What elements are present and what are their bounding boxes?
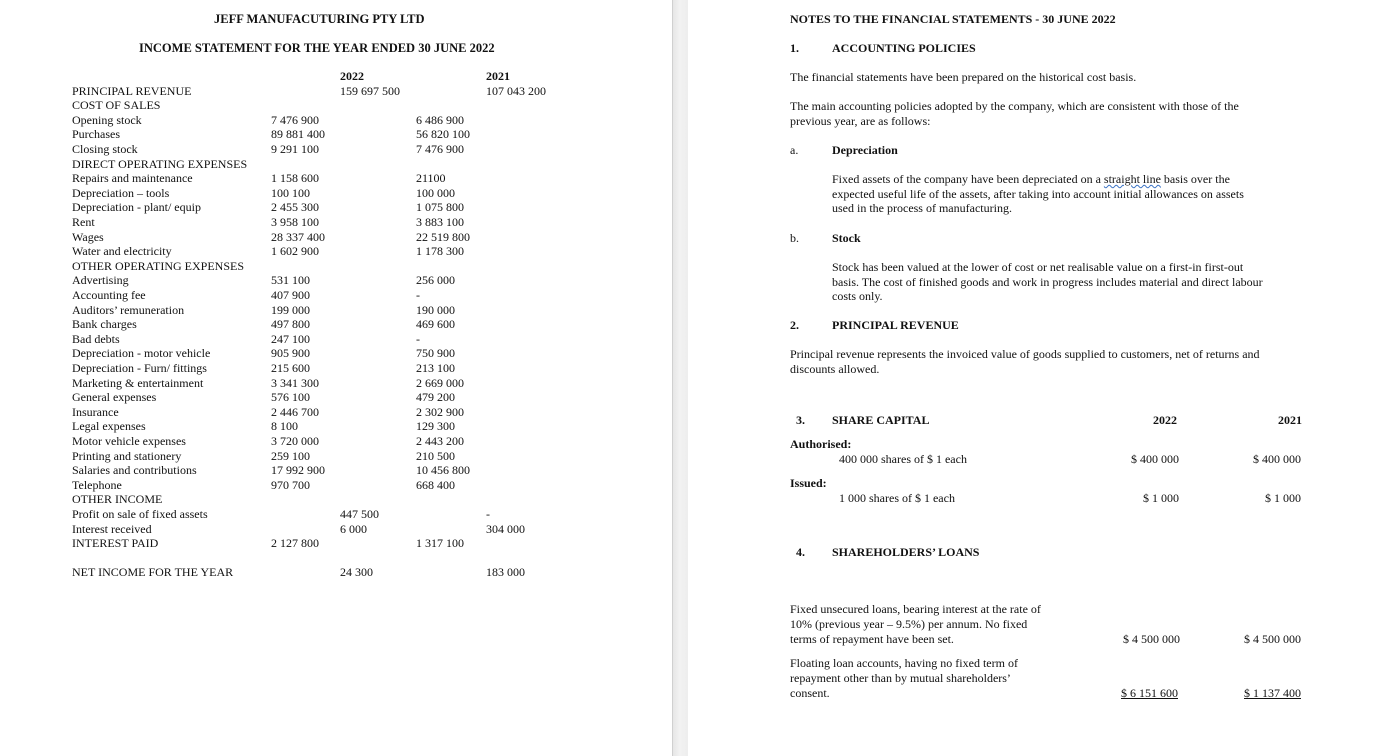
issued-2021: $ 1 000: [1265, 491, 1301, 505]
line-item-amount-c1: 1 158 600: [271, 171, 319, 186]
section-1-number: 1.: [790, 41, 799, 55]
share-capital-year-2021: 2021: [1278, 413, 1302, 427]
line-item-amount-c3: 1 317 100: [416, 536, 464, 551]
line-item-label: Bank charges: [72, 317, 137, 332]
notes-page: [688, 0, 1382, 756]
line-item-label: OTHER OPERATING EXPENSES: [72, 258, 245, 273]
line-item-label: Bad debts: [72, 331, 120, 346]
line-item-amount-c2: 447 500: [340, 506, 379, 521]
policy-a-line-1: Fixed assets of the company have been depreciated on a straight line basis over the: [832, 172, 1230, 186]
line-item-amount-c3: 479 200: [416, 390, 455, 405]
line-item-label: Depreciation - Furn/ fittings: [72, 360, 207, 375]
spelling-flag[interactable]: straight line: [1103, 172, 1161, 186]
section-2-title: PRINCIPAL REVENUE: [832, 318, 959, 332]
notes-title: NOTES TO THE FINANCIAL STATEMENTS - 30 JUNE 2022: [790, 12, 1116, 26]
year-header-prior: 2021: [486, 69, 510, 83]
line-item-label: General expenses: [72, 390, 157, 405]
line-item-amount-c1: 531 100: [271, 273, 310, 288]
line-item-amount-c1: 2 455 300: [271, 200, 319, 215]
line-item-amount-c1: 3 958 100: [271, 214, 319, 229]
section-2-number: 2.: [790, 318, 799, 332]
line-item-amount-c3: 56 820 100: [416, 127, 470, 142]
line-item-amount-c1: 905 900: [271, 346, 310, 361]
line-item-amount-c3: 1 178 300: [416, 244, 464, 259]
section-4-number: 4.: [796, 545, 805, 559]
policy-b-line-1: Stock has been valued at the lower of cost or net realisable value on a first-in first-out: [832, 260, 1244, 274]
fixed-loans-line-2: 10% (previous year – 9.5%) per annum. No fixed: [790, 617, 1028, 631]
line-item-amount-c1: 100 100: [271, 185, 310, 200]
line-item-amount-c3: 10 456 800: [416, 463, 470, 478]
line-item-label: Printing and stationery: [72, 448, 182, 463]
line-item-amount-c3: 21100: [416, 171, 446, 186]
line-item-amount-c1: 970 700: [271, 477, 310, 492]
fixed-loans-2022: $ 4 500 000: [1123, 632, 1180, 646]
line-item-label: Wages: [72, 229, 104, 244]
line-item-amount-c1: 576 100: [271, 390, 310, 405]
line-item-amount-c1: 3 720 000: [271, 433, 319, 448]
section-1-title: ACCOUNTING POLICIES: [832, 41, 976, 55]
authorised-description: 400 000 shares of $ 1 each: [839, 452, 967, 466]
line-item-label: Advertising: [72, 273, 129, 288]
issued-label: Issued:: [790, 476, 827, 490]
policy-b-line-3: costs only.: [832, 289, 883, 303]
policy-b-label: b.: [790, 231, 799, 245]
line-item-amount-c4: 304 000: [486, 521, 525, 536]
policy-a-line-3: used in the process of manufacturing.: [832, 201, 1012, 215]
line-item-label: Profit on sale of fixed assets: [72, 506, 208, 521]
section-3-number: 3.: [796, 413, 805, 427]
line-item-label: COST OF SALES: [72, 98, 161, 113]
line-item-amount-c1: 17 992 900: [271, 463, 325, 478]
line-item-amount-c3: 210 500: [416, 448, 455, 463]
floating-loans-2021: $ 1 137 400: [1244, 686, 1301, 700]
section-1-para-2-line-1: The main accounting policies adopted by the company, which are consistent with those of the: [790, 99, 1239, 113]
line-item-amount-c1: 2 446 700: [271, 404, 319, 419]
line-item-amount-c1: 215 600: [271, 360, 310, 375]
line-item-amount-c3: 190 000: [416, 302, 455, 317]
income-statement-page: [0, 0, 672, 756]
line-item-amount-c1: 407 900: [271, 287, 310, 302]
line-item-label: Legal expenses: [72, 419, 146, 434]
company-name: JEFF MANUFACUTURING PTY LTD: [214, 12, 425, 26]
line-item-amount-c1: 3 341 300: [271, 375, 319, 390]
line-item-amount-c3: 22 519 800: [416, 229, 470, 244]
line-item-label: Rent: [72, 214, 95, 229]
policy-a-line-2: expected useful life of the assets, after taking into account initial allowances on assets: [832, 187, 1244, 201]
line-item-amount-c1: 2 127 800: [271, 536, 319, 551]
line-item-label: Auditors’ remuneration: [72, 302, 185, 317]
line-item-label: INTEREST PAID: [72, 536, 159, 551]
line-item-label: Insurance: [72, 404, 119, 419]
section-1-para-1: The financial statements have been prepared on the historical cost basis.: [790, 70, 1137, 84]
line-item-label: Interest received: [72, 521, 152, 536]
line-item-amount-c4: 107 043 200: [486, 83, 546, 98]
line-item-label: Water and electricity: [72, 244, 172, 259]
policy-a-title: Depreciation: [832, 143, 898, 157]
line-item-amount-c1: 8 100: [271, 419, 298, 434]
line-item-label: OTHER INCOME: [72, 492, 163, 507]
section-4-title: SHAREHOLDERS’ LOANS: [832, 545, 980, 559]
line-item-label: PRINCIPAL REVENUE: [72, 83, 192, 98]
line-item-amount-c3: -: [416, 287, 420, 302]
issued-2022: $ 1 000: [1143, 491, 1179, 505]
fixed-loans-2021: $ 4 500 000: [1244, 632, 1301, 646]
line-item-label: Motor vehicle expenses: [72, 433, 186, 448]
section-1-para-2-line-2: previous year, are as follows:: [790, 114, 931, 128]
issued-description: 1 000 shares of $ 1 each: [839, 491, 955, 505]
line-item-label: Salaries and contributions: [72, 463, 197, 478]
line-item-amount-c1: 9 291 100: [271, 141, 319, 156]
section-2-line-2: discounts allowed.: [790, 362, 880, 376]
line-item-amount-c1: 247 100: [271, 331, 310, 346]
line-item-amount-c1: 89 881 400: [271, 127, 325, 142]
section-3-title: SHARE CAPITAL: [832, 413, 930, 427]
line-item-amount-c3: 2 443 200: [416, 433, 464, 448]
floating-loans-line-3: consent.: [790, 686, 830, 700]
line-item-amount-c3: 3 883 100: [416, 214, 464, 229]
line-item-label: DIRECT OPERATING EXPENSES: [72, 156, 248, 171]
line-item-amount-c2: 159 697 500: [340, 83, 400, 98]
share-capital-year-2022: 2022: [1153, 413, 1177, 427]
line-item-label: Depreciation - motor vehicle: [72, 346, 211, 361]
section-2-line-1: Principal revenue represents the invoiced value of goods supplied to customers, net of returns and: [790, 347, 1260, 361]
line-item-label: Accounting fee: [72, 287, 146, 302]
line-item-amount-c3: 100 000: [416, 185, 455, 200]
fixed-loans-line-1: Fixed unsecured loans, bearing interest at the rate of: [790, 602, 1041, 616]
line-item-amount-c3: 750 900: [416, 346, 455, 361]
line-item-amount-c3: 213 100: [416, 360, 455, 375]
line-item-amount-c1: 199 000: [271, 302, 310, 317]
fixed-loans-line-3: terms of repayment have been set.: [790, 632, 954, 646]
line-item-label: Depreciation - plant/ equip: [72, 200, 201, 215]
line-item-amount-c1: 7 476 900: [271, 112, 319, 127]
policy-b-line-2: basis. The cost of finished goods and work in progress includes material and direct labour: [832, 275, 1263, 289]
policy-b-title: Stock: [832, 231, 861, 245]
line-item-amount-c1: 497 800: [271, 317, 310, 332]
floating-loans-line-2: repayment other than by mutual shareholders’: [790, 671, 1011, 685]
line-item-label: Opening stock: [72, 112, 142, 127]
net-income-label: NET INCOME FOR THE YEAR: [72, 565, 234, 579]
net-income-2022: 24 300: [340, 565, 373, 579]
line-item-label: Repairs and maintenance: [72, 171, 193, 186]
authorised-label: Authorised:: [790, 437, 852, 451]
line-item-amount-c3: 469 600: [416, 317, 455, 332]
authorised-2022: $ 400 000: [1131, 452, 1179, 466]
line-item-amount-c4: -: [486, 506, 490, 521]
line-item-label: Purchases: [72, 127, 120, 142]
floating-loans-2022: $ 6 151 600: [1121, 686, 1178, 700]
statement-title: INCOME STATEMENT FOR THE YEAR ENDED 30 JUNE 2022: [139, 41, 495, 55]
authorised-2021: $ 400 000: [1253, 452, 1301, 466]
line-item-amount-c3: 668 400: [416, 477, 455, 492]
line-item-amount-c3: 2 669 000: [416, 375, 464, 390]
line-item-amount-c1: 28 337 400: [271, 229, 325, 244]
policy-a-label: a.: [790, 143, 799, 157]
line-item-label: Telephone: [72, 477, 122, 492]
line-item-amount-c3: -: [416, 331, 420, 346]
floating-loans-line-1: Floating loan accounts, having no fixed term of: [790, 656, 1018, 670]
line-item-amount-c3: 1 075 800: [416, 200, 464, 215]
line-item-label: Closing stock: [72, 141, 138, 156]
line-item-amount-c3: 6 486 900: [416, 112, 464, 127]
line-item-amount-c1: 259 100: [271, 448, 310, 463]
line-item-amount-c3: 256 000: [416, 273, 455, 288]
line-item-amount-c3: 2 302 900: [416, 404, 464, 419]
line-item-amount-c1: 1 602 900: [271, 244, 319, 259]
line-item-amount-c2: 6 000: [340, 521, 367, 536]
line-item-amount-c3: 129 300: [416, 419, 455, 434]
year-header-current: 2022: [340, 69, 364, 83]
line-item-label: Depreciation – tools: [72, 185, 170, 200]
line-item-amount-c3: 7 476 900: [416, 141, 464, 156]
net-income-2021: 183 000: [486, 565, 525, 579]
line-item-label: Marketing & entertainment: [72, 375, 204, 390]
